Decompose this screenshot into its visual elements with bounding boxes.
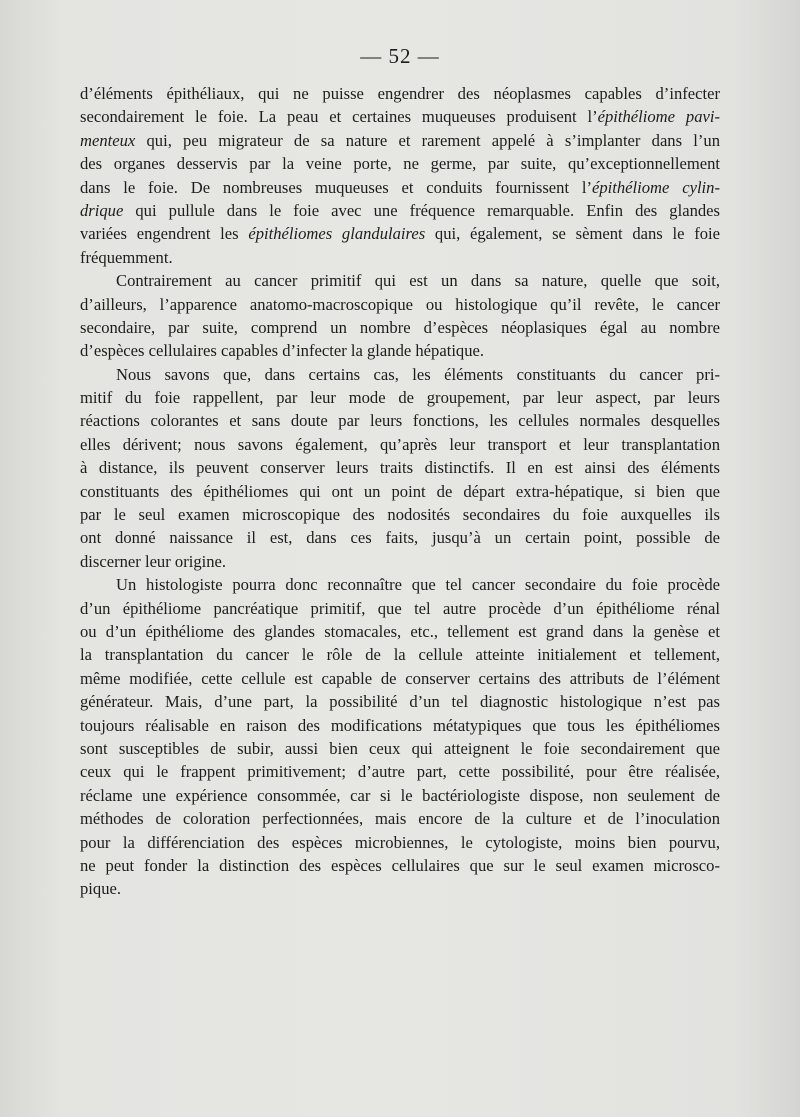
text-line (80, 293, 720, 316)
text-segment: qui, peu migrateur de sa nature et rarement appelé à s’implanter dans l’un (135, 130, 720, 150)
page-number: — 52 — (360, 44, 440, 68)
text-line (80, 199, 720, 222)
text-segment: toujours réalisable en raison des modifications métatypiques que tous les épithéliomes (80, 715, 720, 735)
text-segment: ne peut fonder la distinction des espèces cellulaires que sur le seul examen microsco- (80, 855, 720, 875)
text-segment: méthodes de coloration perfectionnées, mais encore de la culture et de l’inoculation (80, 809, 720, 829)
text-line (80, 246, 720, 269)
text-segment: discerner leur origine. (80, 551, 227, 571)
text-segment: Un histologiste pourra donc reconnaître que tel cancer secondaire du foie procède (116, 575, 720, 595)
text-segment: elles dérivent; nous savons également, qu’après leur transport et leur transplantation (80, 434, 720, 454)
paragraph-1 (80, 82, 720, 269)
text-line (80, 737, 720, 760)
text-segment: à distance, ils peuvent conserver leurs traits distinctifs. Il en est ainsi des éléments (80, 458, 720, 478)
text-segment: par le seul examen microscopique des nodosités secondaires du foie auxquelles ils (80, 505, 720, 525)
text-segment: pour la différenciation des espèces microbiennes, le cytologiste, moins bien pourvu, (80, 832, 720, 852)
text-segment: sont susceptibles de subir, aussi bien ceux qui atteignent le foie secondairement que (80, 738, 720, 758)
text-line (80, 386, 720, 409)
text-line (80, 433, 720, 456)
italic-term: épithéliome cylin- (592, 177, 720, 197)
text-segment: d’espèces cellulaires capables d’infecter la glande hépatique. (80, 341, 485, 361)
text-line (80, 105, 720, 128)
text-line (80, 176, 720, 199)
text-line (80, 222, 720, 245)
text-line (80, 456, 720, 479)
text-line (80, 269, 720, 292)
text-line (80, 363, 720, 386)
paragraph-4 (80, 573, 720, 900)
text-line (80, 831, 720, 854)
text-line (80, 620, 720, 643)
italic-term: épithéliomes glandulaires (248, 224, 426, 244)
text-segment: dans le foie. De nombreuses muqueuses et conduits fournissent l’ (80, 177, 592, 197)
text-line (80, 643, 720, 666)
text-line (80, 714, 720, 737)
text-segment: ou d’un épithéliome des glandes stomacales, etc., tellement est grand dans la genèse et (80, 621, 720, 641)
text-segment: Nous savons que, dans certains cas, les éléments constituants du cancer pri- (116, 364, 720, 384)
italic-term: épithéliome pavi- (597, 107, 721, 127)
text-line (80, 807, 720, 830)
text-segment: d’éléments épithéliaux, qui ne puisse engendrer des néoplasmes capables d’infecter (80, 84, 720, 103)
text-segment: secondaire, par suite, comprend un nombre d’espèces néoplasiques égal au nombre (80, 317, 720, 337)
text-line (80, 760, 720, 783)
text-line (80, 597, 720, 620)
text-segment: la transplantation du cancer le rôle de la cellule atteinte initialement et tellement, (80, 645, 720, 665)
italic-term: menteux (80, 130, 136, 150)
text-line (80, 409, 720, 432)
text-segment: d’un épithéliome pancréatique primitif, que tel autre procède d’un épithéliome rénal (80, 598, 720, 618)
text-line (80, 503, 720, 526)
text-line (80, 339, 720, 362)
text-line (80, 480, 720, 503)
text-line (80, 152, 720, 175)
text-segment: mitif du foie rappellent, par leur mode de groupement, par leur aspect, par leurs (80, 388, 720, 408)
text-line (80, 550, 720, 573)
body-text (80, 82, 720, 901)
text-segment: qui pullule dans le foie avec une fréquence remarquable. Enfin des glandes (123, 200, 720, 220)
paragraph-2 (80, 269, 720, 363)
text-segment: réclame une expérience consommée, car si le bactériologiste dispose, non seulement de (80, 785, 720, 805)
text-line (80, 667, 720, 690)
text-segment: Contrairement au cancer primitif qui est un dans sa nature, quelle que soit, (116, 271, 720, 291)
text-segment: d’ailleurs, l’apparence anatomo-macroscopique ou histologique qu’il revête, le cancer (80, 294, 720, 314)
text-line (80, 784, 720, 807)
text-line (80, 129, 720, 152)
paragraph-3 (80, 363, 720, 574)
text-line (80, 854, 720, 877)
text-line (80, 316, 720, 339)
text-segment: qui, également, se sèment dans le foie (425, 224, 720, 244)
text-segment: fréquemment. (80, 247, 173, 267)
text-segment: des organes desservis par la veine porte, ne germe, par suite, qu’exceptionnellement (80, 154, 720, 174)
text-segment: ont donné naissance il est, dans ces faits, jusqu’à un certain point, possible de (80, 528, 720, 548)
text-segment: constituants des épithéliomes qui ont un point de départ extra-hépatique, si bien que (80, 481, 720, 501)
text-line (80, 82, 720, 105)
text-line (80, 526, 720, 549)
text-segment: réactions colorantes et sans doute par leurs fonctions, les cellules normales desquelles (80, 411, 720, 431)
text-segment: pique. (80, 879, 122, 899)
text-segment: même modifiée, cette cellule est capable de conserver certains des attributs de l’élément (80, 668, 720, 688)
italic-term: drique (80, 200, 124, 220)
text-segment: secondairement le foie. La peau et certaines muqueuses produisent l’ (80, 107, 598, 127)
text-line (80, 573, 720, 596)
text-line (80, 690, 720, 713)
text-line (80, 877, 720, 900)
text-segment: variées engendrent les (80, 224, 249, 244)
text-segment: ceux qui le frappent primitivement; d’autre part, cette possibilité, pour être réalisée, (80, 762, 720, 782)
text-segment: générateur. Mais, d’une part, la possibilité d’un tel diagnostic histologique n’est pas (80, 692, 720, 712)
